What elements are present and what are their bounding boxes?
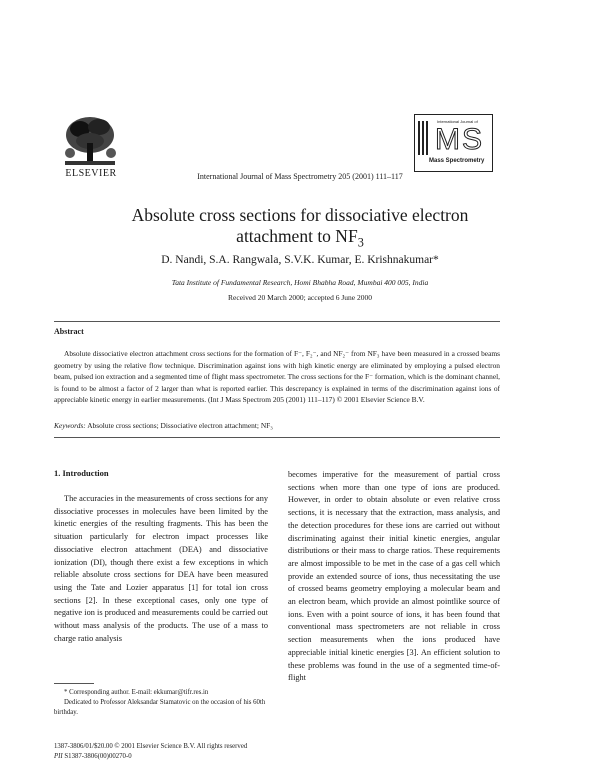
journal-logo-bars: [418, 121, 430, 155]
abstract-heading: Abstract: [54, 327, 84, 336]
pii-label: PII: [54, 753, 63, 760]
keywords-label: Keywords:: [54, 421, 86, 430]
affiliation: Tata Institute of Fundamental Research, Homi Bhabha Road, Mumbai 400 005, India: [171, 278, 429, 287]
right-column-text: becomes imperative for the measurement of partial cross sections when more than one type of ions are produced. However, in order to obtain absolute or even relative cross sections, it is necessary that the extraction, mass analysis, and the detection procedures for these ions are carried out without discriminating against their initial kinetic energies, angular distributions or their mass to charge ratios. These requirements are almost impossible to be met in the case of a gas cell which provide an extended source of ions, thus necessitating the use of crossed beams geometry employing a molecular beam and an electron beam, which provide an almost pointlike source of ions. Even with a point source of ions, it has been found that conventional mass spectrometers are not reliable in cross section measurements when the ions produced have appreciable initial kinetic energies [3]. An efficient solution to these problems was found in the use of a segmented time-of-flight: [288, 470, 500, 683]
keywords-line: [54, 421, 500, 430]
section-heading-introduction: 1. Introduction: [54, 468, 109, 478]
journal-logo-bottom-text: Mass Spectrometry: [429, 158, 485, 164]
elsevier-wordmark: ELSEVIER: [65, 168, 117, 179]
journal-citation: International Journal of Mass Spectrometry 205 (2001) 111–117: [197, 172, 403, 181]
bottom-divider: [54, 437, 500, 438]
title-line-2: attachment to NF: [236, 226, 358, 246]
left-column-text: The accuracies in the measurements of cross sections for any dissociative processes in molecules have been limited by the kinetic energies of the resulting fragments. This has been the situation particularly for electron impact processes like dissociative electron attachment (DEA) and dissociative ionization (DI), though there exist a few exceptions in which reliable absolute cross sections for DEA have been measured using the Tate and Lozier apparatus [1] for total ion cross sections [2]. In these exceptional cases, only one type of negative ion is produced and measurements could be carried out without mass analysis of the products. The use of a mass to charge ratio analysis: [54, 494, 268, 643]
journal-logo-initials: MS: [435, 123, 484, 156]
title-subscript: 3: [357, 235, 364, 250]
pii-line: [54, 753, 132, 760]
footnote-dedication: Dedicated to Professor Aleksandar Stamatovic on the occasion of his 60th birthday.: [54, 699, 266, 716]
title-line-1: Absolute cross sections for dissociative electron: [131, 205, 469, 225]
copyright-line: 1387-3806/01/$20.00 © 2001 Elsevier Science B.V. All rights reserved: [54, 743, 248, 750]
abstract-text: Absolute dissociative electron attachment cross sections for the formation of F⁻, F₂⁻, and NF₂⁻ from NF₃ have been measured in a crossed beams geometry by using the relative flow technique. Discrimination against ions with high kinetic energy are eliminated by employing a pulsed electron beam, pulsed ion extraction and a segmented time of flight mass spectrometer. The cross sections for the F⁻ formation, which is the dominant channel, is found to be almost a factor of 2 larger than what is reported earlier. This descrepancy is explained in terms of the discrimination against ions of appreciable kinetic energy in earlier measurements. (Int J Mass Spectrom 205 (2001) 111–117) © 2001 Elsevier Science B.V.: [54, 349, 500, 404]
received-dates: Received 20 March 2000; accepted 6 June 2000: [228, 293, 372, 302]
article-title: [80, 205, 520, 254]
pii-value: S1387-3806(00)00270-0: [64, 753, 132, 760]
footnote-divider: [54, 683, 94, 684]
author-list: D. Nandi, S.A. Rangwala, S.V.K. Kumar, E. Krishnakumar*: [161, 254, 439, 266]
journal-logo-top-text: International Journal of: [437, 119, 478, 124]
top-divider: [54, 321, 500, 322]
journal-logo: [414, 114, 493, 172]
footnote-corresponding-author: * Corresponding author. E-mail: ekkumar@tifr.res.in: [64, 689, 209, 696]
keywords-list: Absolute cross sections; Dissociative electron attachment; NF₃: [87, 421, 273, 430]
